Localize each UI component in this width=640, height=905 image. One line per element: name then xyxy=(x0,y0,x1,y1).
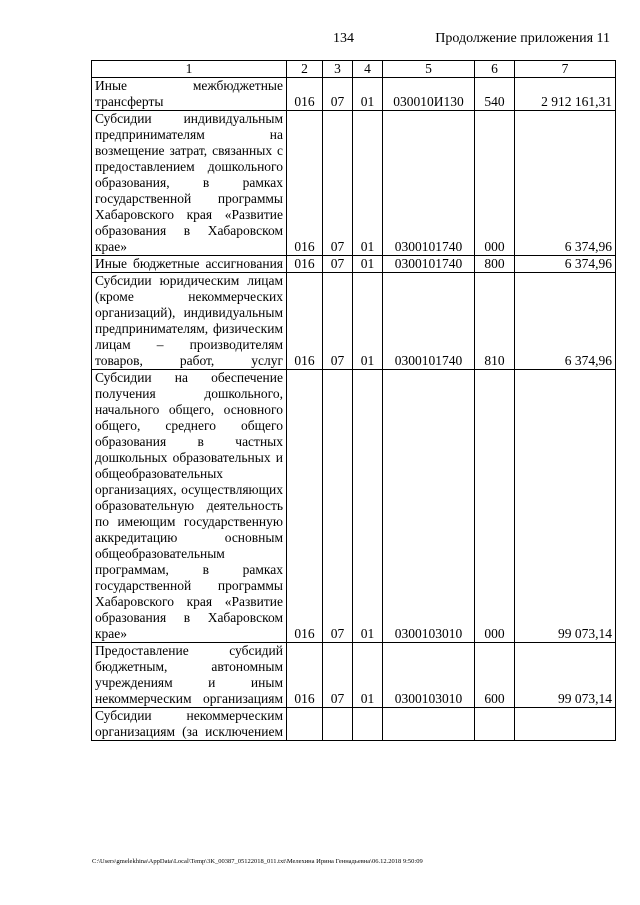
table-row xyxy=(92,370,616,643)
row-ministry-code: 016 xyxy=(287,370,323,643)
row-subsection-code: 01 xyxy=(353,78,383,111)
row-expense-type-code: 800 xyxy=(475,256,515,273)
row-amount: 2 912 161,31 xyxy=(515,78,616,111)
row-description: Субсидии некоммерческим организациям (за исключением xyxy=(92,708,287,741)
table-row xyxy=(92,256,616,273)
row-ministry-code xyxy=(287,708,323,741)
table-row xyxy=(92,708,616,741)
row-expense-type-code: 600 xyxy=(475,643,515,708)
row-description: Субсидии юридическим лицам (кроме некоммерческих организаций), индивидуальным предпринимателям, физическим лицам – производителям товаров, работ, услуг xyxy=(92,273,287,370)
footer-file-path: C:\Users\gmelekhina\AppData\Local\Temp\3K_00387_05122018_011.txt\Мелехина Ирина Геннадьевна\06.12.2018 9:50:09 xyxy=(92,858,423,865)
row-subsection-code: 01 xyxy=(353,256,383,273)
row-amount: 99 073,14 xyxy=(515,370,616,643)
row-target-code: 0300103010 xyxy=(383,643,475,708)
row-description: Субсидии индивидуальным предпринимателям на возмещение затрат, связанных с предоставлением дошкольного образования, в рамках государственной программы Хабаровского края «Развитие образования в Хабаровском крае» xyxy=(92,111,287,256)
row-expense-type-code: 000 xyxy=(475,370,515,643)
row-amount: 6 374,96 xyxy=(515,256,616,273)
row-subsection-code: 01 xyxy=(353,370,383,643)
table-header-row xyxy=(92,61,616,78)
row-target-code: 0300101740 xyxy=(383,273,475,370)
row-ministry-code: 016 xyxy=(287,78,323,111)
row-section-code: 07 xyxy=(323,78,353,111)
row-amount: 6 374,96 xyxy=(515,273,616,370)
row-target-code: 0300101740 xyxy=(383,111,475,256)
row-target-code xyxy=(383,708,475,741)
column-header-7: 7 xyxy=(515,61,616,78)
row-description: Предоставление субсидий бюджетным, автономным учреждениям и иным некоммерческим организациям xyxy=(92,643,287,708)
row-description: Субсидии на обеспечение получения дошкольного, начального общего, основного общего, среднего общего образования в частных дошкольных образовательных и общеобразовательных организациях, осуществляющих образовательную деятельность по имеющим государственную аккредитацию основным общеобразовательным программам, в рамках государственной программы Хабаровского края «Развитие образования в Хабаровском крае» xyxy=(92,370,287,643)
row-subsection-code: 01 xyxy=(353,111,383,256)
row-subsection-code xyxy=(353,708,383,741)
column-header-3: 3 xyxy=(323,61,353,78)
row-description: Иные межбюджетные трансферты xyxy=(92,78,287,111)
row-section-code: 07 xyxy=(323,111,353,256)
row-ministry-code: 016 xyxy=(287,273,323,370)
row-section-code: 07 xyxy=(323,370,353,643)
column-header-5: 5 xyxy=(383,61,475,78)
row-amount: 6 374,96 xyxy=(515,111,616,256)
table-row xyxy=(92,273,616,370)
table-row xyxy=(92,643,616,708)
row-subsection-code: 01 xyxy=(353,273,383,370)
row-expense-type-code: 540 xyxy=(475,78,515,111)
page-number: 134 xyxy=(333,31,354,46)
row-target-code: 0300103010 xyxy=(383,370,475,643)
row-ministry-code: 016 xyxy=(287,256,323,273)
row-section-code: 07 xyxy=(323,273,353,370)
row-target-code: 030010И130 xyxy=(383,78,475,111)
row-ministry-code: 016 xyxy=(287,111,323,256)
row-amount xyxy=(515,708,616,741)
row-ministry-code: 016 xyxy=(287,643,323,708)
row-amount: 99 073,14 xyxy=(515,643,616,708)
appendix-continuation-note: Продолжение приложения 11 xyxy=(435,31,610,46)
row-expense-type-code xyxy=(475,708,515,741)
budget-table xyxy=(91,60,616,741)
column-header-2: 2 xyxy=(287,61,323,78)
table-row xyxy=(92,111,616,256)
row-section-code: 07 xyxy=(323,256,353,273)
row-subsection-code: 01 xyxy=(353,643,383,708)
column-header-6: 6 xyxy=(475,61,515,78)
column-header-1: 1 xyxy=(92,61,287,78)
column-header-4: 4 xyxy=(353,61,383,78)
row-section-code: 07 xyxy=(323,643,353,708)
row-section-code xyxy=(323,708,353,741)
table-row xyxy=(92,78,616,111)
row-expense-type-code: 000 xyxy=(475,111,515,256)
row-expense-type-code: 810 xyxy=(475,273,515,370)
row-description: Иные бюджетные ассигнования xyxy=(92,256,287,273)
row-target-code: 0300101740 xyxy=(383,256,475,273)
